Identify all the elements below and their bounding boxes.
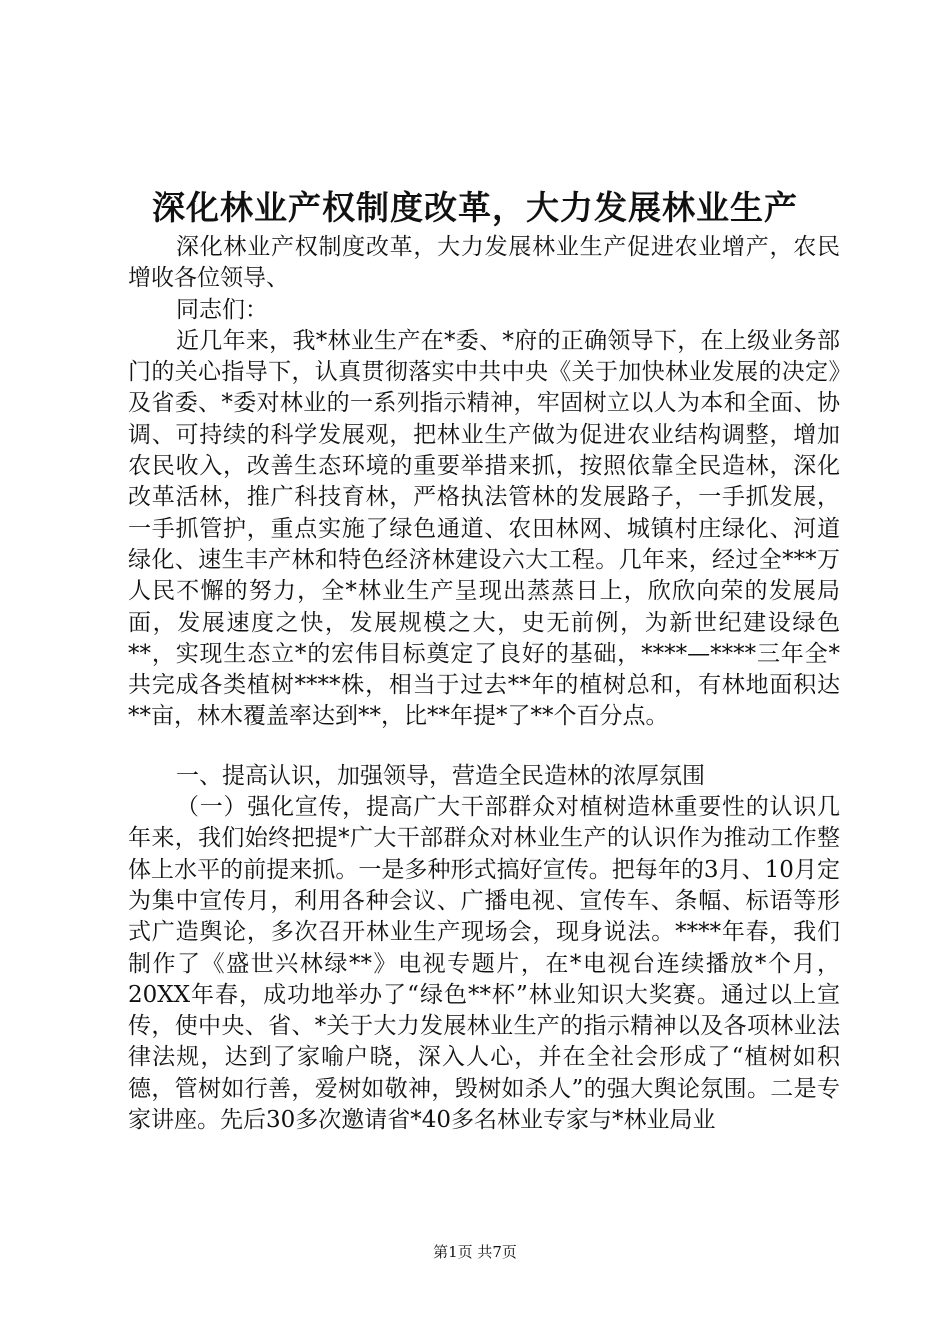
document-body bbox=[128, 232, 840, 1136]
section-heading: 一、提高认识，加强领导，营造全民造林的浓厚氛围 bbox=[176, 762, 705, 789]
page-number-footer: 第1页 共7页 bbox=[433, 1243, 517, 1261]
paragraph-opening: 深化林业产权制度改革，大力发展林业生产促进农业增产，农民增收各位领导、 bbox=[128, 234, 840, 292]
document-title: 深化林业产权制度改革，大力发展林业生产 bbox=[152, 188, 798, 227]
paragraph-intro: 近几年来，我*林业生产在*委、*府的正确领导下，在上级业务部门的关心指导下，认真贯彻落实中共中央《关于加快林业发展的决定》及省委、*委对林业的一系列指示精神，牢固树立以人为本和全面、协调、可持续的科学发展观，把林业生产做为促进农业结构调整，增加农民收入，改善生态环境的重要举措来抓，按照依靠全民造林，深化改革活林，推广科技育林，严格执法管林的发展路子，一手抓发展，一手抓管护，重点实施了绿色通道、农田林网、城镇村庄绿化、河道绿化、速生丰产林和特色经济林建设六大工程。几年来，经过全***万人民不懈的努力，全*林业生产呈现出蒸蒸日上，欣欣向荣的发展局面，发展速度之快，发展规模之大，史无前例，为新世纪建设绿色**，实现生态立*的宏伟目标奠定了良好的基础，****—****三年全*共完成各类植树****株，相当于过去**年的植树总和，有林地面积达**亩，林木覆盖率达到**，比**年提*了**个百分点。 bbox=[128, 327, 840, 730]
paragraph-salutation: 同志们： bbox=[176, 296, 268, 323]
paragraph-spacer bbox=[128, 733, 840, 761]
paragraph-subsection: （一）强化宣传，提高广大干部群众对植树造林重要性的认识几年来，我们始终把提*广大干部群众对林业生产的认识作为推动工作整体上水平的前提来抓。一是多种形式搞好宣传。把每年的3月、10月定为集中宣传月，利用各种会议、广播电视、宣传车、条幅、标语等形式广造舆论，多次召开林业生产现场会，现身说法。****年春，我们制作了《盛世兴林绿**》电视专题片，在*电视台连续播放*个月，20XX年春，成功地举办了“绿色**杯”林业知识大奖赛。通过以上宣传，使中央、省、*关于大力发展林业生产的指示精神以及各项林业法律法规，达到了家喻户晓，深入人心，并在全社会形成了“植树如积德，管树如行善，爱树如敬神，毁树如杀人”的强大舆论氛围。二是专家讲座。先后30多次邀请省*40多名林业专家与*林业局业 bbox=[128, 794, 840, 1134]
